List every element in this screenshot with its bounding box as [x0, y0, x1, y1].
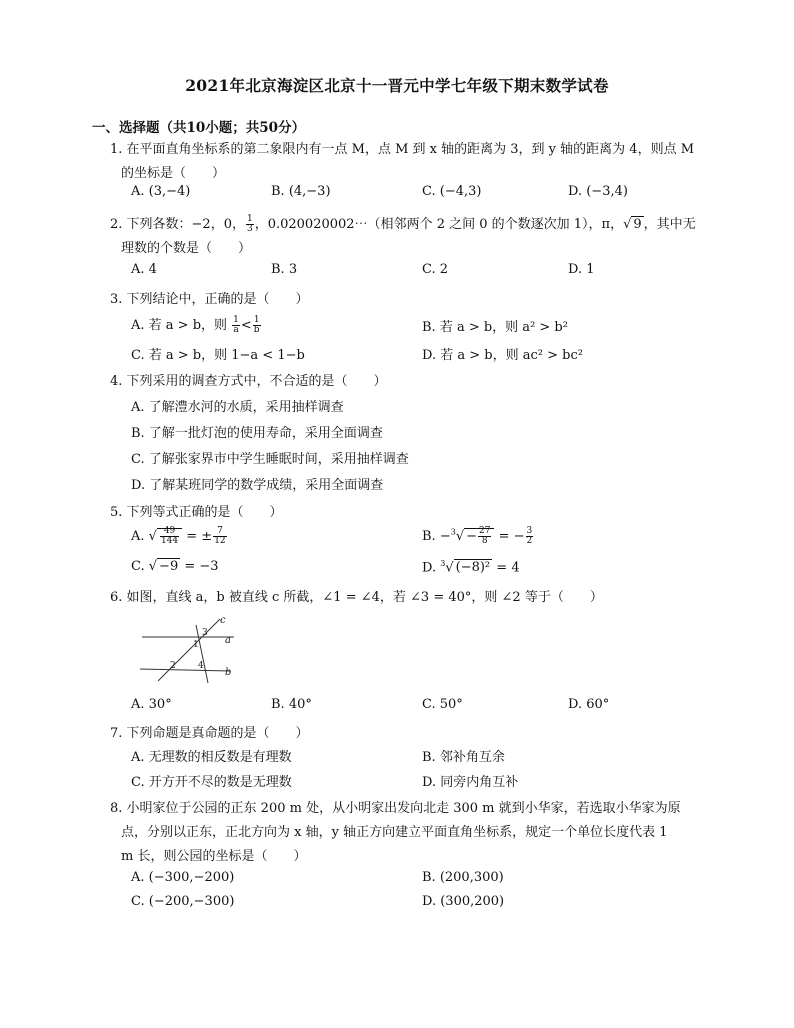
figure-label-a: a — [225, 635, 231, 646]
question-4: 4. 下列采用的调查方式中，不合适的是（ ） — [110, 374, 387, 389]
figure-label-4: 4 — [198, 661, 204, 671]
q5-c-label: C. — [131, 559, 149, 574]
question-5: 5. 下列等式正确的是（ ） — [110, 505, 283, 520]
q2-text-b: ，0.020020002⋯（相邻两个 2 之间 0 的个数逐次加 1），π， — [254, 217, 624, 232]
q2-option-a: A. 4 — [131, 262, 157, 277]
q5-option-c: C. √ −9 = −3 — [131, 559, 219, 574]
q5-b-index: 3 — [450, 527, 456, 537]
q5-a-num: 49 — [160, 527, 179, 537]
q1-option-c: C. (−4,3) — [422, 184, 482, 199]
question-8-line1: 8. 小明家位于公园的正东 200 m 处，从小明家出发向北走 300 m 就到小华家，若选取小华家为原 — [110, 801, 681, 816]
q2-text-a: 2. 下列各数：−2，0， — [110, 217, 245, 232]
q5-a-eq: = ± — [182, 529, 213, 544]
question-2-line1: 2. 下列各数：−2，0， $\frac{1}{3}$ ，0.020020002⋯（相邻两个 2 之间 0 的个数逐次加 1），π，√ 9 ，其中无 — [110, 214, 696, 234]
q5-d-index: 3 — [440, 559, 446, 568]
q5-a-result — [213, 527, 226, 546]
q5-b-eq: = − — [494, 529, 525, 544]
q3-option-a: A. 若 a > b，则 $\frac{1}{a}$ < $\frac{1}{b}$ — [131, 315, 260, 335]
question-1-line1: 1. 在平面直角坐标系的第二象限内有一点 M，点 M 到 x 轴的距离为 3，到 y 轴的距离为 4，则点 M — [110, 142, 695, 157]
q4-option-c: C. 了解张家界市中学生睡眠时间，采用抽样调查 — [131, 452, 409, 467]
q2-fraction — [246, 215, 254, 234]
q5-a-rnum: 7 — [213, 527, 226, 537]
figure-label-1: 1 — [193, 640, 199, 650]
q1-option-d: D. (−3,4) — [568, 184, 628, 199]
figure-label-2: 2 — [170, 661, 176, 671]
figure-label-c: c — [220, 615, 226, 626]
q5-b-rnum: 3 — [526, 526, 533, 536]
q2-text-c: ，其中无 — [643, 217, 696, 232]
figure-label-3: 3 — [202, 628, 208, 638]
question-7: 7. 下列命题是真命题的是（ ） — [110, 726, 309, 741]
q2-frac-num: 1 — [246, 214, 253, 224]
parallel-lines-figure — [130, 613, 240, 685]
question-8-line3: m 长，则公园的坐标是（ ） — [121, 849, 307, 864]
q7-option-d: D. 同旁内角互补 — [422, 775, 519, 790]
q8-option-a: A. (−300,−200) — [131, 870, 235, 885]
q4-option-b: B. 了解一批灯泡的使用寿命，采用全面调查 — [131, 426, 383, 441]
section-heading: 一、选择题（共10小题；共50分） — [92, 120, 306, 136]
q3-a-text: A. 若 a > b，则 — [131, 318, 228, 333]
question-1-line2: 的坐标是（ ） — [121, 166, 226, 181]
q2-option-d: D. 1 — [568, 262, 595, 277]
figure-label-b: b — [225, 667, 232, 678]
page-title: 2021年北京海淀区北京十一晋元中学七年级下期末数学试卷 — [185, 76, 609, 95]
q5-b-sqrt: − $\frac{27}{8}$ — [464, 528, 494, 544]
q2-option-b: B. 3 — [271, 262, 298, 277]
q7-option-a: A. 无理数的相反数是有理数 — [131, 750, 292, 765]
q4-option-a: A. 了解澧水河的水质，采用抽样调查 — [131, 400, 344, 415]
q8-option-d: D. (300,200) — [422, 894, 505, 909]
q5-d-label: D. — [422, 560, 441, 576]
q3-option-c: C. 若 a > b，则 1−a < 1−b — [131, 348, 305, 363]
q5-d-eq: = 4 — [492, 560, 520, 576]
question-8-line2: 点，分别以正东，正北方向为 x 轴，y 轴正方向建立平面直角坐标系，规定一个单位长度代表 1 — [121, 825, 668, 840]
q5-a-den: 144 — [160, 536, 179, 546]
q5-b-result — [526, 527, 534, 546]
q2-frac-den: 3 — [246, 224, 253, 234]
q5-c-eq: = −3 — [180, 559, 219, 574]
q6-option-b: B. 40° — [271, 697, 312, 712]
q5-option-d: D. $^3$√ (−8)² = 4 — [422, 559, 520, 576]
question-2-line2: 理数的个数是（ ） — [121, 241, 252, 256]
q3-a-frac2: $\frac{1}{b}$ — [253, 315, 260, 335]
q3-option-d: D. 若 a > b，则 ac² > bc² — [422, 348, 583, 363]
q5-a-label: A. — [131, 529, 149, 544]
q2-sqrt: 9 — [633, 217, 642, 232]
q2-option-c: C. 2 — [422, 262, 449, 277]
q7-option-b: B. 邻补角互余 — [422, 750, 505, 765]
q5-b-label: B. − — [422, 529, 451, 544]
q7-option-c: C. 开方开不尽的数是无理数 — [131, 775, 292, 790]
q6-option-a: A. 30° — [131, 697, 172, 712]
q5-d-sqrt: (−8)² — [455, 560, 491, 576]
q6-option-c: C. 50° — [422, 697, 463, 712]
q5-a-rden: 12 — [214, 536, 226, 546]
question-2 — [110, 213, 710, 261]
question-3: 3. 下列结论中，正确的是（ ） — [110, 292, 309, 307]
q8-option-c: C. (−200,−300) — [131, 894, 235, 909]
q1-option-a: A. (3,−4) — [131, 184, 191, 199]
q5-option-a: A. √ $\frac{49}{144}$ = ± $\frac{7}{12}$ — [131, 526, 226, 546]
q8-option-b: B. (200,300) — [422, 870, 504, 885]
q3-a-frac1: $\frac{1}{a}$ — [233, 315, 239, 335]
question-6: 6. 如图，直线 a，b 被直线 c 所截，∠1 = ∠4，若 ∠3 = 40°，则 ∠2 等于（ ） — [110, 590, 603, 605]
q3-option-b: B. 若 a > b，则 a² > b² — [422, 320, 568, 335]
q5-option-b: B. −$^3$√ − $\frac{27}{8}$ = − $\frac{3}{2}$ — [422, 526, 533, 546]
q5-b-num: 27 — [479, 526, 491, 536]
q6-option-d: D. 60° — [568, 697, 610, 712]
q1-option-b: B. (4,−3) — [271, 184, 331, 199]
question-1 — [110, 138, 710, 186]
q5-a-sqrt — [157, 528, 182, 544]
q5-b-den: 8 — [481, 536, 488, 546]
q5-c-sqrt: −9 — [159, 559, 179, 574]
q5-b-rden: 2 — [526, 536, 533, 546]
question-8 — [110, 797, 710, 869]
q4-option-d: D. 了解某班同学的数学成绩，采用全面调查 — [131, 478, 384, 493]
